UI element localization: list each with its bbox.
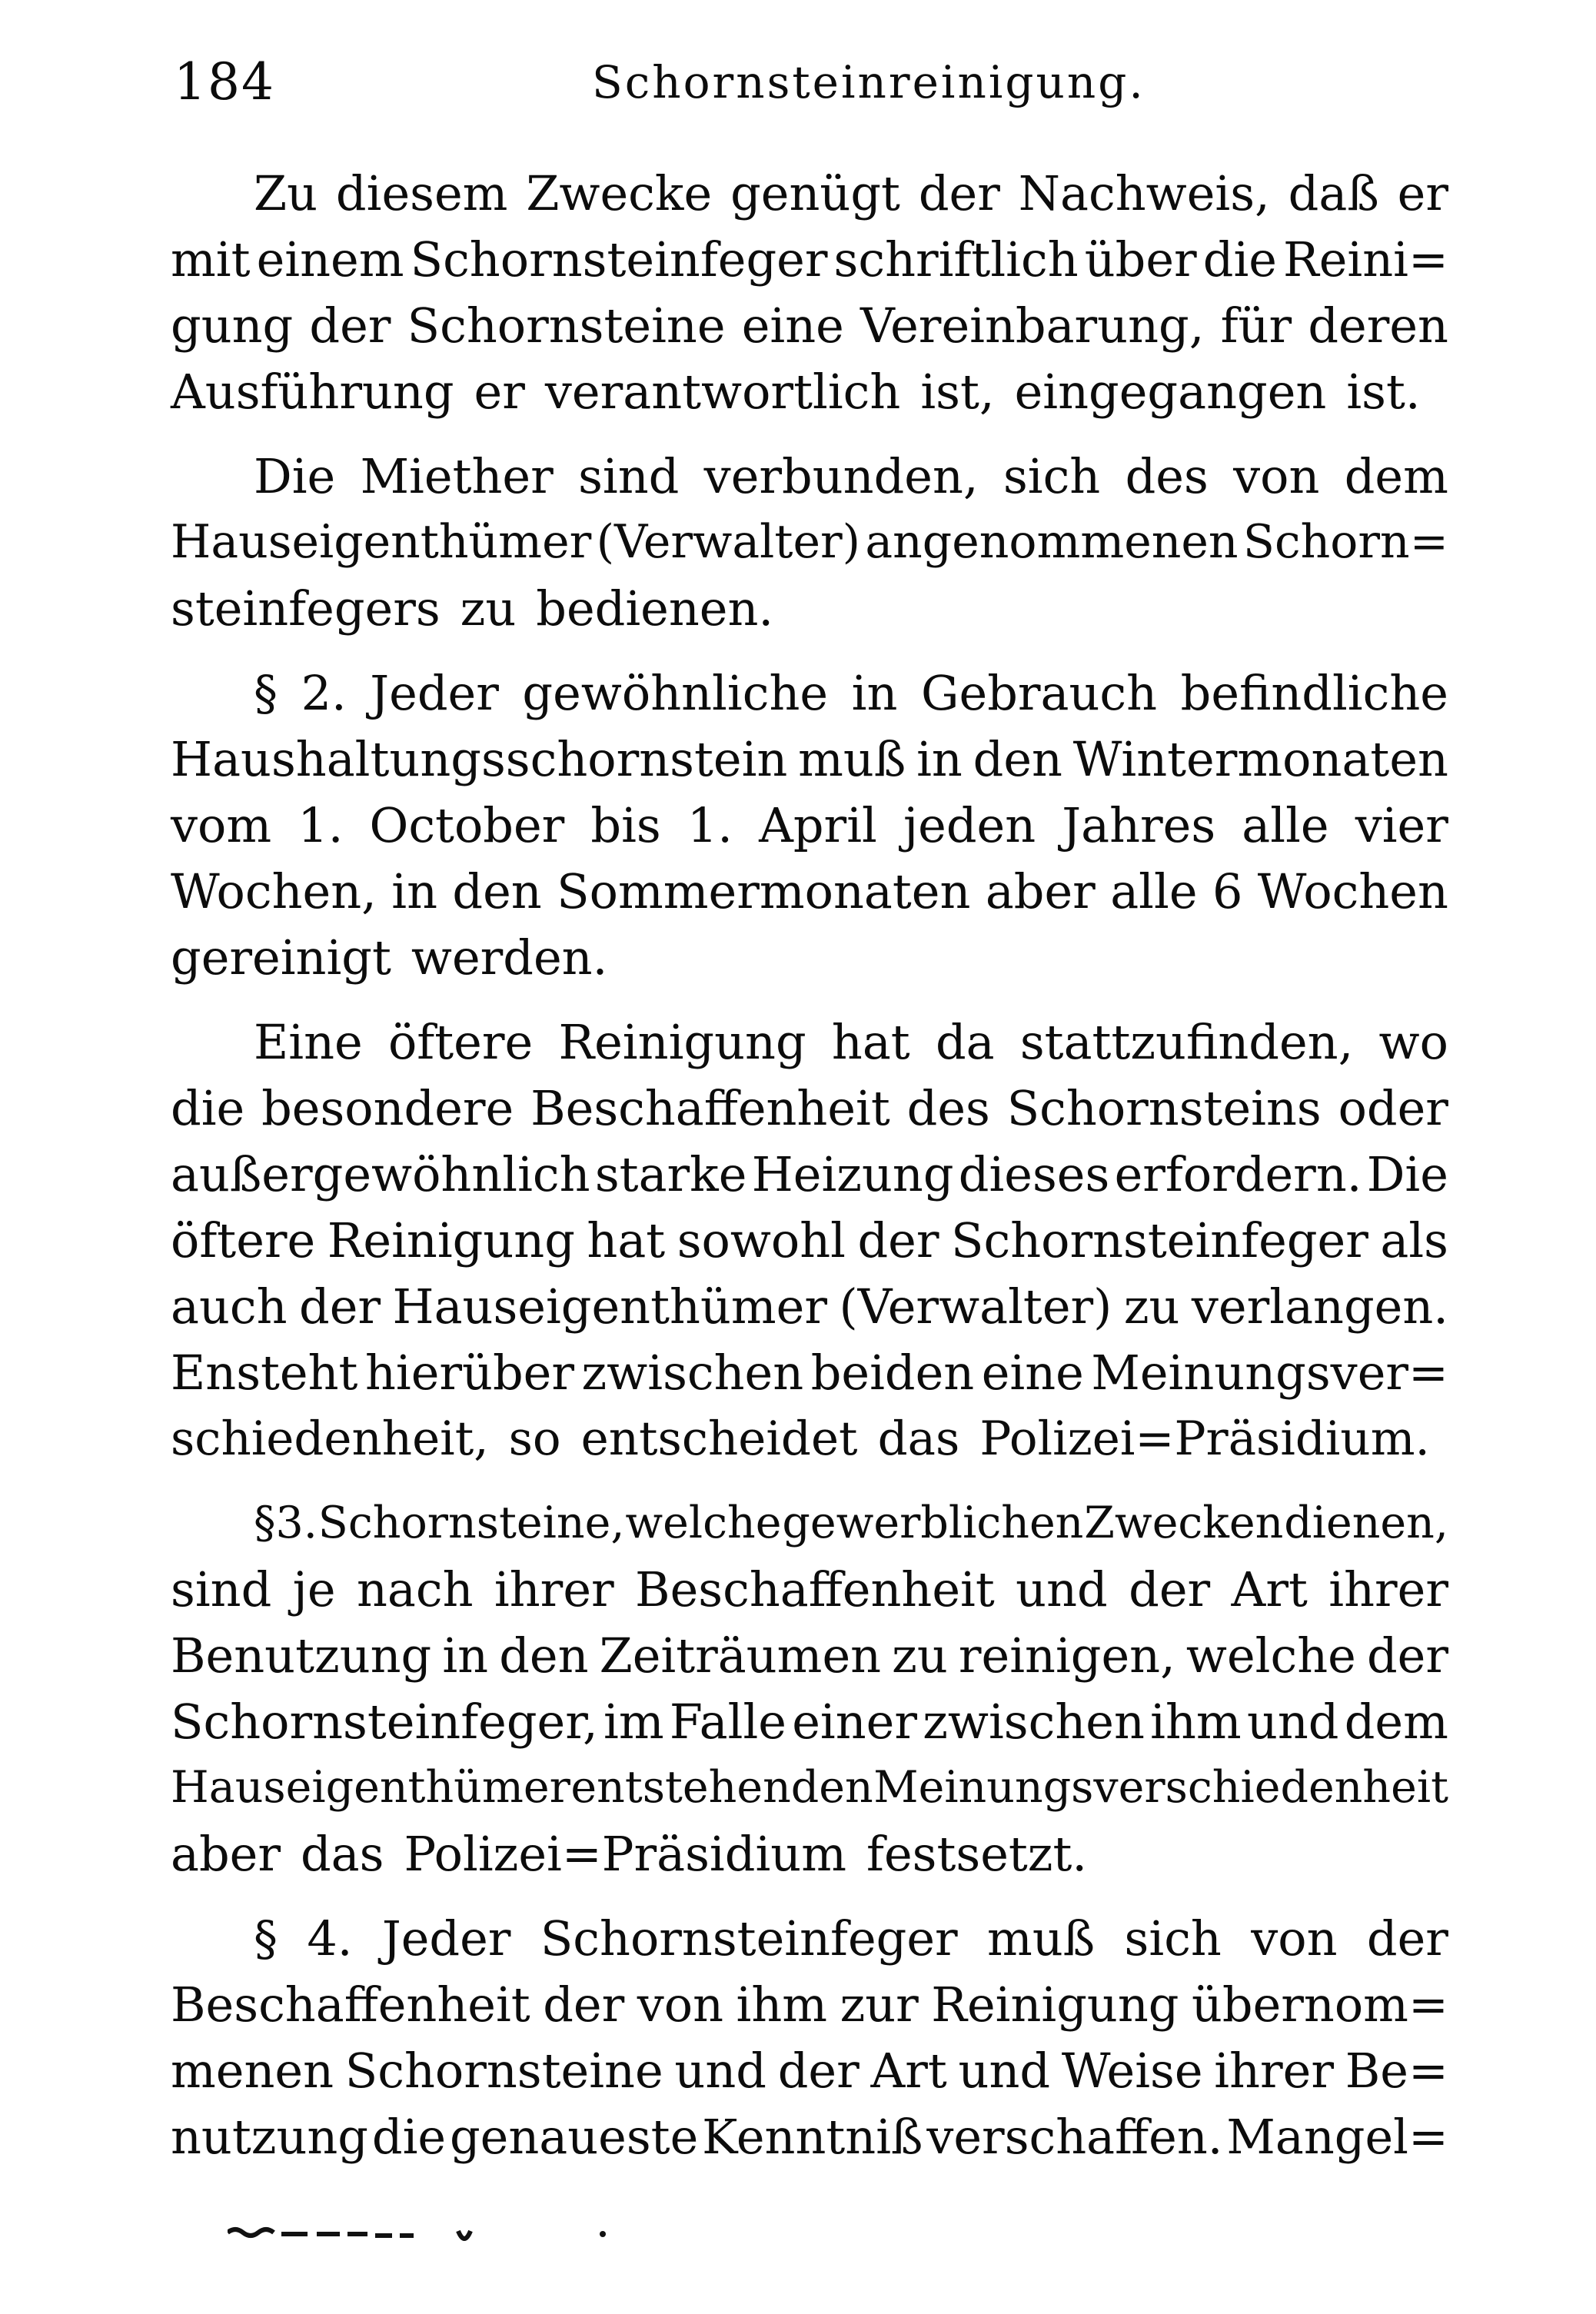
paragraph bbox=[171, 1009, 1448, 1471]
page-number: 184 bbox=[174, 52, 275, 111]
text-line: Benutzung in den Zeiträumen zu reinigen, welche der bbox=[171, 1627, 1448, 1684]
text-line: Zu diesem Zwecke genügt der Nachweis, daß er bbox=[254, 165, 1448, 221]
paragraph bbox=[171, 1490, 1448, 1887]
text-line: steinfegers zu bedienen. bbox=[171, 580, 774, 637]
text-line: §3. Schornsteine, welche gewerblichen Zwecken dienen, bbox=[254, 1498, 1448, 1548]
text-line: öftere Reinigung hat sowohl der Schornsteinfeger als bbox=[171, 1212, 1448, 1268]
page-header bbox=[174, 48, 1450, 117]
text-line: schiedenheit, so entscheidet das Polizei=Präsidium. bbox=[171, 1411, 1430, 1466]
text-line: Beschaffenheit der von ihm zur Reinigung übernom= bbox=[171, 1976, 1448, 2033]
text-line: die besondere Beschaffenheit des Schornsteins oder bbox=[171, 1079, 1448, 1136]
text-line: Hauseigenthümer (Verwalter) angenommenen Schorn= bbox=[171, 515, 1448, 569]
paragraph bbox=[171, 160, 1448, 424]
text-line: nutzung die genaueste Kenntniß verschaffen. Mangel= bbox=[171, 2108, 1448, 2165]
paragraph bbox=[171, 660, 1448, 990]
cut-off-text-fragment bbox=[228, 2222, 627, 2249]
text-line: Die Miether sind verbunden, sich des von dem bbox=[254, 447, 1448, 504]
text-line: Eine öftere Reinigung hat da stattzufinden, wo bbox=[254, 1013, 1448, 1070]
paragraph bbox=[171, 443, 1448, 641]
body-text bbox=[171, 160, 1448, 2188]
paragraph bbox=[171, 1905, 1448, 2169]
text-line: § 4. Jeder Schornsteinfeger muß sich von der bbox=[254, 1910, 1448, 1967]
text-line: gereinigt werden. bbox=[171, 929, 608, 986]
text-line: § 2. Jeder gewöhnliche in Gebrauch befindliche bbox=[254, 664, 1448, 721]
text-line: gung der Schornsteine eine Vereinbarung, für deren bbox=[171, 297, 1448, 354]
text-line: Ausführung er verantwortlich ist, eingegangen ist. bbox=[171, 363, 1421, 420]
text-line: Schornsteinfeger, im Falle einer zwischen ihm und dem bbox=[171, 1693, 1448, 1750]
text-line: vom 1. October bis 1. April jeden Jahres alle vier bbox=[171, 796, 1448, 853]
text-line: Ensteht hierüber zwischen beiden eine Meinungsver= bbox=[171, 1344, 1448, 1401]
text-line: auch der Hauseigenthümer (Verwalter) zu verlangen. bbox=[171, 1278, 1448, 1335]
text-line: Haushaltungsschornstein muß in den Wintermonaten bbox=[171, 730, 1448, 787]
text-line: sind je nach ihrer Beschaffenheit und der Art ihrer bbox=[171, 1561, 1448, 1617]
text-line: Hauseigenthümer entstehenden Meinungsverschiedenheit bbox=[171, 1762, 1448, 1813]
text-line: außergewöhnlich starke Heizung dieses erfordern. Die bbox=[171, 1145, 1448, 1202]
text-line: mit einem Schornsteinfeger schriftlich über die Reini= bbox=[171, 231, 1448, 288]
text-line: aber das Polizei=Präsidium festsetzt. bbox=[171, 1825, 1088, 1882]
running-head: Schornsteinreinigung. bbox=[592, 56, 1145, 108]
text-line: Wochen, in den Sommermonaten aber alle 6 Wochen bbox=[171, 863, 1448, 919]
text-line: menen Schornsteine und der Art und Weise ihrer Be= bbox=[171, 2042, 1448, 2099]
